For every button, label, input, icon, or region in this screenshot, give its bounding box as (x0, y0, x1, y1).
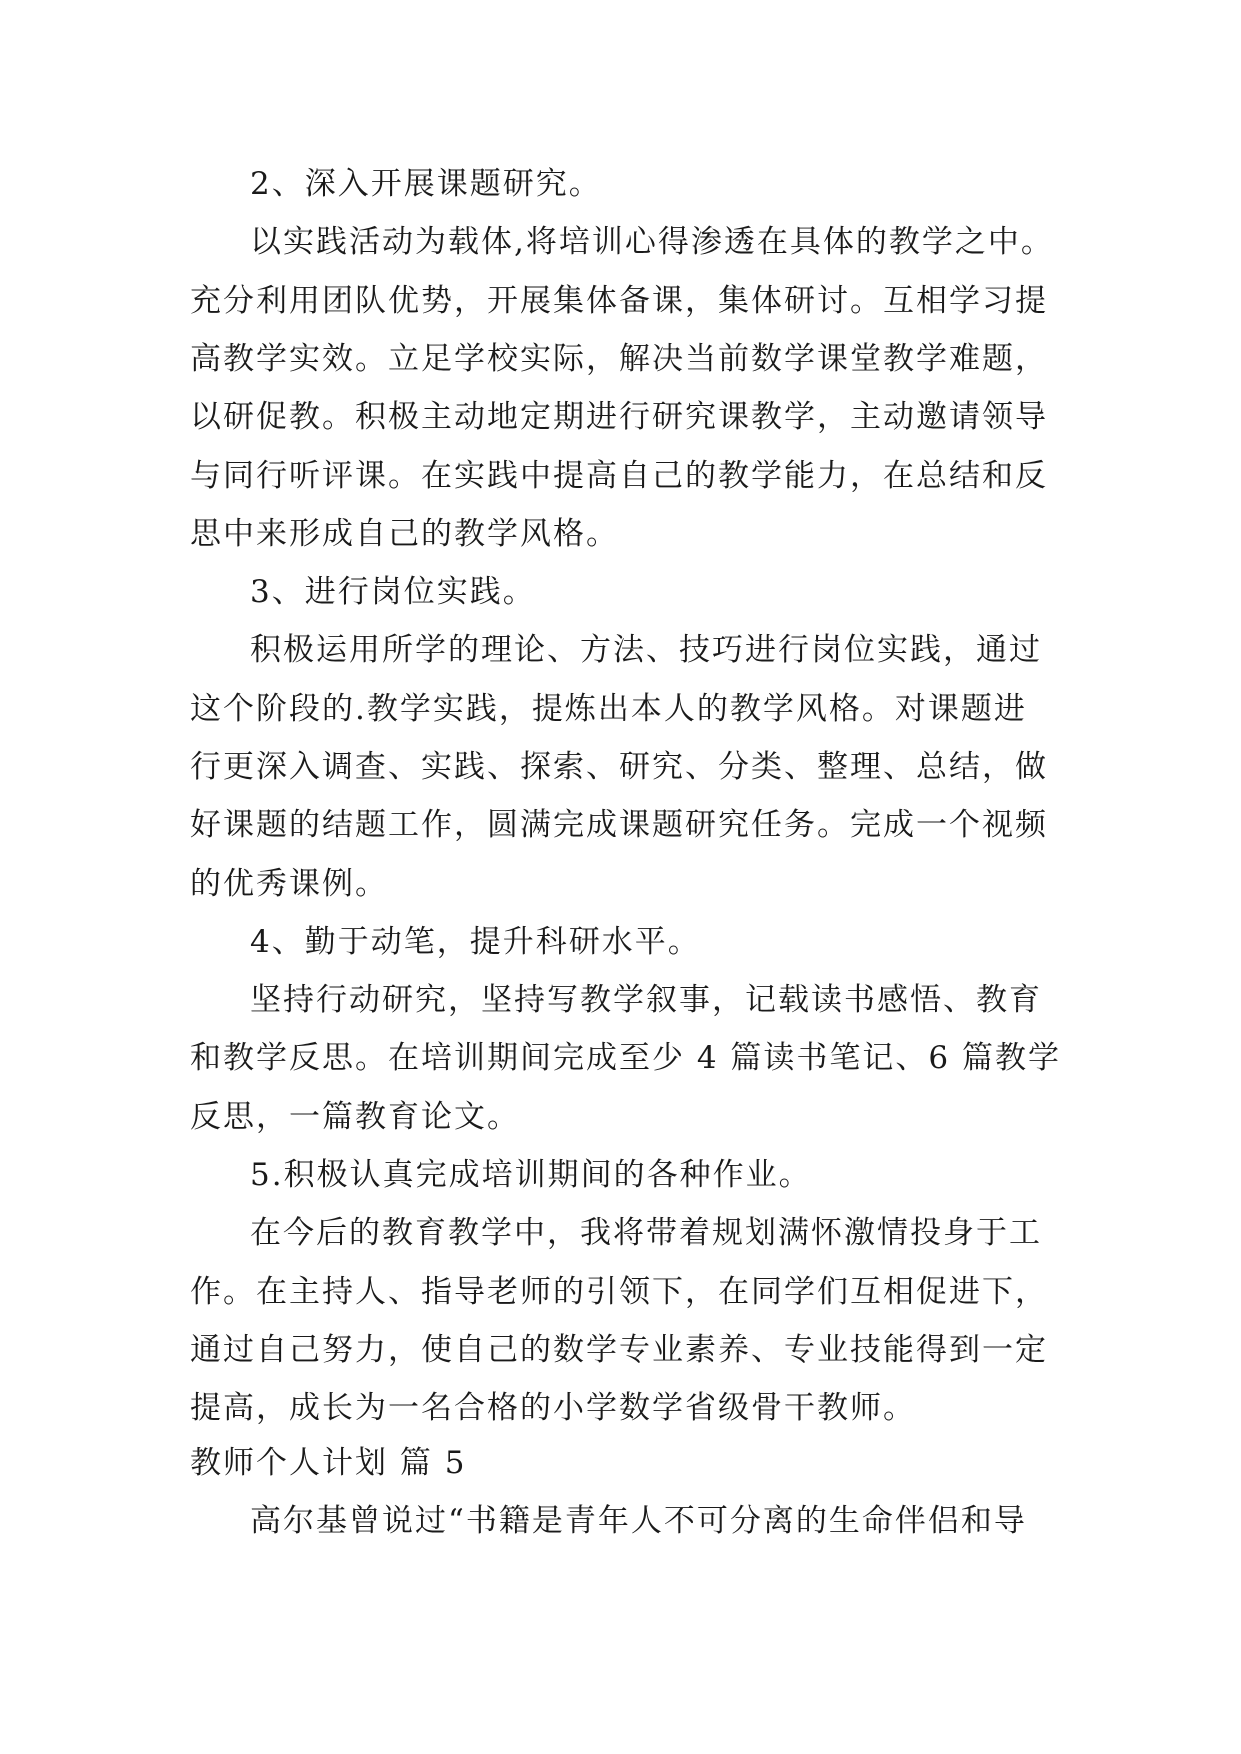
paragraph-line: 作。在主持人、指导老师的引领下，在同学们互相促进下， (190, 1274, 1048, 1310)
paragraph-line: 与同行听评课。在实践中提高自己的教学能力，在总结和反 (190, 458, 1048, 494)
section-heading-3: 3、进行岗位实践。 (250, 574, 536, 610)
paragraph-line: 提高，成长为一名合格的小学数学省级骨干教师。 (190, 1390, 916, 1426)
paragraph-line: 充分利用团队优势，开展集体备课，集体研讨。互相学习提 (190, 283, 1048, 319)
paragraph-line: 思中来形成自己的教学风格。 (190, 516, 619, 552)
paragraph-line: 以研促教。积极主动地定期进行研究课教学，主动邀请领导 (190, 399, 1048, 435)
paragraph-line: 积极运用所学的理论、方法、技巧进行岗位实践，通过 (250, 632, 1042, 668)
paragraph-line: 以实践活动为载体,将培训心得渗透在具体的教学之中。 (250, 224, 1054, 260)
paragraph-line: 和教学反思。在培训期间完成至少 4 篇读书笔记、6 篇教学 (190, 1040, 1062, 1076)
paragraph-line: 行更深入调查、实践、探索、研究、分类、整理、总结，做 (190, 749, 1048, 785)
paragraph-line: 高教学实效。立足学校实际，解决当前数学课堂教学难题， (190, 341, 1048, 377)
paragraph-line: 高尔基曾说过“书籍是青年人不可分离的生命伴侣和导 (250, 1503, 1027, 1539)
section-heading-4: 4、勤于动笔，提升科研水平。 (250, 924, 701, 960)
paragraph-line: 的优秀课例。 (190, 866, 388, 902)
paragraph-line: 好课题的结题工作，圆满完成课题研究任务。完成一个视频 (190, 807, 1048, 843)
section-heading-5: 5.积极认真完成培训期间的各种作业。 (250, 1157, 812, 1193)
paragraph-line: 坚持行动研究，坚持写教学叙事，记载读书感悟、教育 (250, 982, 1042, 1018)
article-title: 教师个人计划 篇 5 (190, 1445, 467, 1481)
paragraph-line: 通过自己努力，使自己的数学专业素养、专业技能得到一定 (190, 1332, 1048, 1368)
paragraph-line: 这个阶段的.教学实践，提炼出本人的教学风格。对课题进 (190, 691, 1027, 727)
paragraph-line: 在今后的教育教学中，我将带着规划满怀激情投身于工 (250, 1215, 1042, 1251)
paragraph-line: 反思，一篇教育论文。 (190, 1099, 520, 1135)
section-heading-2: 2、深入开展课题研究。 (250, 166, 602, 202)
